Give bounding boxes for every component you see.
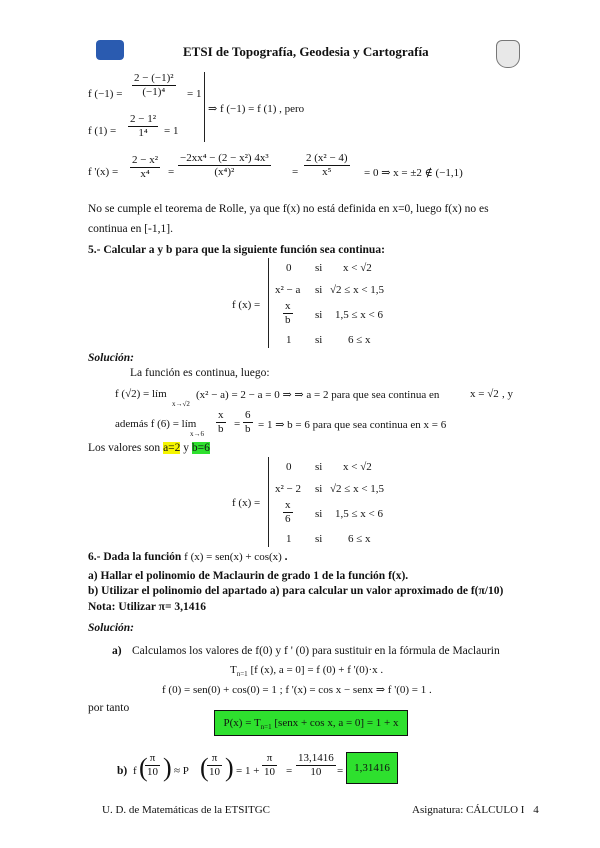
part-b-result <box>346 752 398 784</box>
university-logo <box>96 40 124 60</box>
values-computation: f (0) = sen(0) + cos(0) = 1 ; f '(x) = cos x − senx ⇒ f '(0) = 1 . <box>162 684 432 696</box>
piece2-expr-1: 0 <box>286 461 292 473</box>
taylor-rest: [f (x), a = 0] = f (0) + f '(0)·x . <box>250 664 384 676</box>
result-subscript: n=1 <box>260 723 272 732</box>
values-prefix: Los valores son <box>88 442 161 454</box>
rolle-text-line1: No se cumple el teorema de Rolle, ya que f(x) no está definida en x=0, luego f(x) no es <box>88 203 489 215</box>
numerator: 2 (x² − 4) <box>306 152 348 164</box>
limit2-subscript: x→6 <box>190 430 204 438</box>
part-b-fraction-2 <box>207 752 222 779</box>
equals-sign: = <box>292 166 299 178</box>
result-lhs: P(x) = T <box>223 717 261 729</box>
denominator: (x⁴)² <box>214 166 235 178</box>
piece2-cond-2: √2 ≤ x < 1,5 <box>330 483 385 495</box>
exercise6-title-line <box>88 551 288 563</box>
paren-close: ) <box>163 753 172 782</box>
f-minus1-fraction <box>132 72 176 99</box>
piece2-expr-4: 1 <box>286 533 292 545</box>
denominator: x⁴ <box>140 168 150 180</box>
paren-close: ) <box>225 753 234 782</box>
f-minus1-label: f (−1) = <box>88 88 123 100</box>
piece-expr-2: x² − a <box>275 284 301 296</box>
f-1-fraction <box>128 113 158 140</box>
equals-sign: = <box>168 166 175 178</box>
numerator: 2 − (−1)² <box>134 72 174 84</box>
values-and: y <box>183 442 190 454</box>
piece2-cond-1: x < √2 <box>343 461 372 473</box>
exercise6-note: Nota: Utilizar π= 3,1416 <box>88 601 207 613</box>
limit2-equals: = <box>234 418 241 430</box>
numerator: 6 <box>245 409 251 421</box>
school-crest <box>496 40 520 68</box>
limit1-subscript: x→√2 <box>172 400 190 408</box>
maclaurin-formula <box>230 664 383 678</box>
page-number: 4 <box>533 804 539 816</box>
limit1-rhs: (x² − a) = 2 − a = 0 ⇒ ⇒ a = 2 para que sea continua en <box>196 389 440 401</box>
limit2-pre: además f (6) = lím <box>115 418 197 430</box>
piece2-si-1: si <box>315 461 323 473</box>
derivative-fraction-2 <box>178 152 271 179</box>
rolle-text-line2: continua en [-1,1]. <box>88 223 173 235</box>
paren-open: ( <box>139 753 148 782</box>
limit1-end: , y <box>502 388 513 400</box>
denominator: (−1)⁴ <box>142 86 166 98</box>
numerator: π <box>262 752 277 766</box>
limit2-fraction <box>216 409 226 436</box>
limit1-lhs: f (√2) = lím <box>115 388 167 400</box>
left-brace <box>268 457 273 547</box>
exercise5-title: 5.- Calcular a y b para que la siguiente función sea continua: <box>88 244 385 256</box>
numerator: 2 − 1² <box>130 113 157 125</box>
values-line <box>88 442 210 454</box>
piece-expr-3 <box>283 300 293 327</box>
f-minus1-result: = 1 <box>187 88 202 100</box>
derivative-conclusion: = 0 ⇒ x = ±2 ∉ (−1,1) <box>364 167 463 179</box>
numerator: 13,1416 <box>298 752 334 764</box>
right-brace <box>200 72 205 142</box>
limit2-fraction-2 <box>243 409 253 436</box>
derivative-fraction-3 <box>304 152 350 179</box>
piece-si-3: si <box>315 309 323 321</box>
part-b-eq2: = <box>286 765 293 777</box>
part-b-approx: ≈ P <box>174 765 189 777</box>
piece2-si-3: si <box>315 508 323 520</box>
numerator: 2 − x² <box>132 154 159 166</box>
piece-expr-4: 1 <box>286 334 292 346</box>
f-1-result: = 1 <box>164 125 179 137</box>
piece-si-4: si <box>315 334 323 346</box>
result-box <box>214 710 408 736</box>
taylor-symbol: T <box>230 664 237 676</box>
result-rhs: [senx + cos x, a = 0] = 1 + x <box>274 717 399 729</box>
denominator: b <box>285 314 291 326</box>
exercise6-part-b: b) Utilizar el polinomio del apartado a) para calcular un valor aproximado de f(π/10) <box>88 585 504 597</box>
footer-right <box>412 804 539 816</box>
numerator: x <box>218 409 224 421</box>
exercise6-dot: . <box>284 551 288 563</box>
taylor-subscript: n=1 <box>236 670 248 679</box>
piece-cond-4: 6 ≤ x <box>348 334 371 346</box>
f-1-label: f (1) = <box>88 125 117 137</box>
piece-expr-1: 0 <box>286 262 292 274</box>
piece-cond-3: 1,5 ≤ x < 6 <box>335 309 383 321</box>
piece2-si-2: si <box>315 483 323 495</box>
part-b-result-value: 1,31416 <box>354 762 390 774</box>
derivative-lhs: f '(x) = <box>88 166 119 178</box>
numerator: π <box>207 752 222 766</box>
piece2-expr-2: x² − 2 <box>275 483 302 495</box>
part-b-eq1: = 1 + <box>236 765 260 777</box>
solution-heading-6: Solución: <box>88 622 135 634</box>
part-b-fraction-3 <box>262 752 277 779</box>
denominator: 10 <box>209 766 220 778</box>
denominator: 10 <box>264 766 275 778</box>
footer-left: U. D. de Matemáticas de la ETSITGC <box>102 804 271 816</box>
implies-text: ⇒ f (−1) = f (1) , pero <box>208 103 305 115</box>
solution-heading-5: Solución: <box>88 352 135 364</box>
piece2-cond-3: 1,5 ≤ x < 6 <box>335 508 383 520</box>
derivative-fraction-1 <box>130 154 160 181</box>
denominator: 10 <box>310 766 322 778</box>
limit1-point: x = √2 <box>470 388 499 400</box>
page-title: ETSI de Topografía, Geodesia y Cartografía <box>183 44 429 59</box>
part-b-fraction-4 <box>296 752 336 779</box>
part-b-f: f <box>133 765 137 777</box>
numerator: −2xx⁴ − (2 − x²) 4x³ <box>180 152 269 164</box>
denominator: b <box>218 423 224 435</box>
exercise6-function: f (x) = sen(x) + cos(x) <box>184 551 282 563</box>
denominator: 1⁴ <box>138 127 148 139</box>
b-value-highlight: b=6 <box>191 442 210 454</box>
denominator: 10 <box>147 766 158 778</box>
piece2-si-4: si <box>315 533 323 545</box>
por-tanto-text: por tanto <box>88 702 130 714</box>
numerator: π <box>145 752 160 766</box>
piece2-expr-3 <box>283 499 293 526</box>
part-a-text: Calculamos los valores de f(0) y f ' (0) para sustituir en la fórmula de Maclaurin <box>132 645 500 657</box>
piecewise-fx-label: f (x) = <box>232 299 261 311</box>
exercise6-title: 6.- Dada la función <box>88 551 182 563</box>
part-a-label: a) <box>112 645 122 657</box>
part-b-eq3: = <box>337 765 344 777</box>
piece2-cond-4: 6 ≤ x <box>348 533 371 545</box>
numerator: x <box>285 300 291 312</box>
solution-intro: La función es continua, luego: <box>130 367 270 379</box>
piece-cond-1: x < √2 <box>343 262 372 274</box>
piece-si-1: si <box>315 262 323 274</box>
exercise6-part-a: a) Hallar el polinomio de Maclaurin de grado 1 de la función f(x). <box>88 570 409 582</box>
denominator: b <box>245 423 251 435</box>
piece-cond-2: √2 ≤ x < 1,5 <box>330 284 385 296</box>
denominator: x⁵ <box>322 166 332 178</box>
footer-subject: Asignatura: CÁLCULO I <box>412 804 525 816</box>
denominator: 6 <box>285 513 291 525</box>
part-b-label: b) <box>117 765 128 777</box>
paren-open: ( <box>200 753 209 782</box>
left-brace <box>268 258 273 348</box>
a-value-highlight: a=2 <box>163 442 181 454</box>
piecewise2-fx-label: f (x) = <box>232 497 261 509</box>
limit2-rhs: = 1 ⇒ b = 6 para que sea continua en x = 6 <box>258 419 447 431</box>
piece-si-2: si <box>315 284 323 296</box>
numerator: x <box>285 499 291 511</box>
part-b-fraction-1 <box>145 752 160 779</box>
